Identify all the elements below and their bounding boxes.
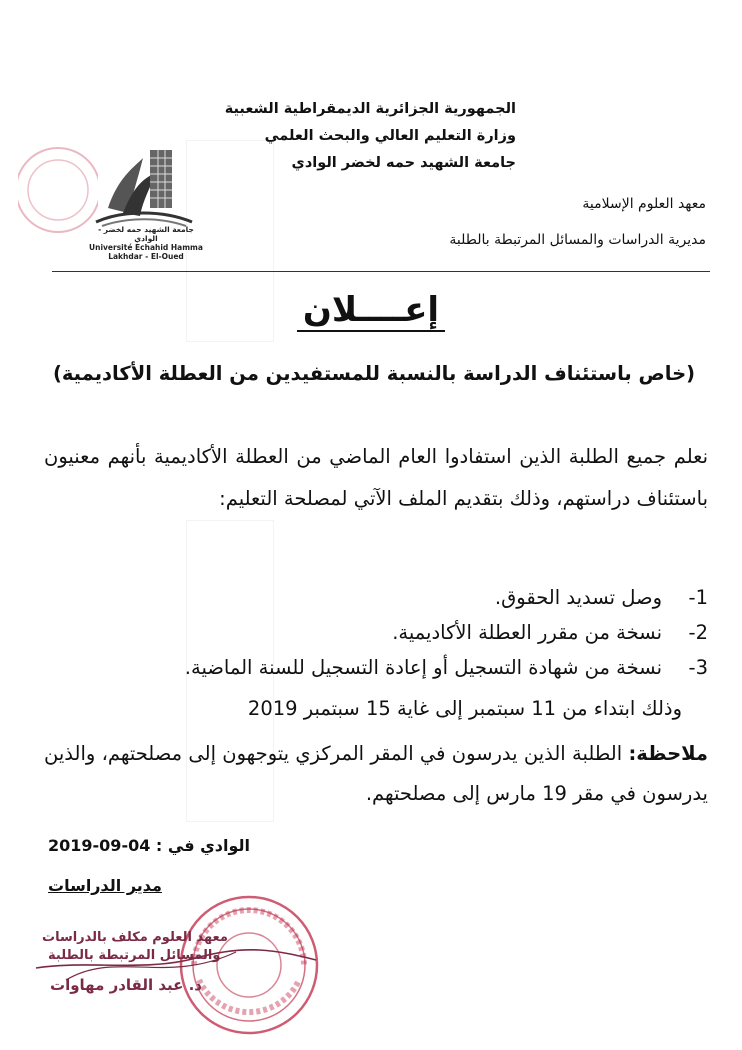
logo-caption-french: Université Echahid Hamma Lakhdar - El-Oued xyxy=(89,243,203,261)
signatory-role-line2: والمسائل المرتبطة بالطلبة xyxy=(48,948,221,963)
ministry-line: وزارة التعليم العالي والبحث العلمي xyxy=(264,128,516,144)
note-paragraph xyxy=(44,734,708,814)
list-item xyxy=(68,615,708,650)
logo-caption xyxy=(86,225,206,261)
institute-name: معهد العلوم الإسلامية xyxy=(582,196,706,212)
announcement-body: نعلم جميع الطلبة الذين استفادوا العام الماضي من العطلة الأكاديمية بأنهم معنيون باستئناف دراستهم، وذلك بتقديم الملف الآتي لمصلحة التعليم: xyxy=(44,445,708,510)
signatory-name: د. عبد القادر مهاوات xyxy=(50,976,202,994)
department-block xyxy=(449,186,706,258)
list-item-number: 2- xyxy=(688,621,708,644)
place-and-date: الوادي في : 04-09-2019 xyxy=(48,836,250,855)
note-label: ملاحظة: xyxy=(628,742,709,765)
announcement-title-text: إعــــلان xyxy=(297,290,445,332)
list-item-text: نسخة من مقرر العطلة الأكاديمية. xyxy=(392,621,662,644)
list-item-text: وصل تسديد الحقوق. xyxy=(494,586,662,609)
announcement-title xyxy=(0,290,742,330)
director-title: مدير الدراسات xyxy=(48,876,162,895)
signatory-role-line1: معهد العلوم مكلف بالدراسات xyxy=(42,930,228,945)
directorate-name: مديرية الدراسات والمسائل المرتبطة بالطلبة xyxy=(449,232,706,248)
note-text: الطلبة الذين يدرسون في المقر المركزي يتوجهون إلى مصلحتهم، والذين يدرسون في مقر 19 مارس إلى مصلحتهم. xyxy=(44,742,708,805)
university-line: جامعة الشهيد حمه لخضر الوادي xyxy=(291,155,516,171)
header-divider xyxy=(52,271,710,272)
list-item xyxy=(68,580,708,615)
republic-line: الجمهورية الجزائرية الديمقراطية الشعبية xyxy=(224,101,516,117)
ministry-header xyxy=(216,96,516,177)
signature-area xyxy=(26,890,336,1040)
logo-caption-arabic: جامعة الشهيد حمه لخضر - الوادي xyxy=(98,225,194,243)
list-item xyxy=(68,650,708,685)
submission-period: وذلك ابتداء من 11 سبتمبر إلى غاية 15 سبتمبر 2019 xyxy=(247,697,682,720)
list-item-text: نسخة من شهادة التسجيل أو إعادة التسجيل للسنة الماضية. xyxy=(184,656,662,679)
list-item-number: 3- xyxy=(688,656,708,679)
list-item-number: 1- xyxy=(688,586,708,609)
required-documents-list xyxy=(68,580,708,685)
announcement-subtitle: (خاص باستئناف الدراسة بالنسبة للمستفيدين من العطلة الأكاديمية) xyxy=(52,362,696,385)
